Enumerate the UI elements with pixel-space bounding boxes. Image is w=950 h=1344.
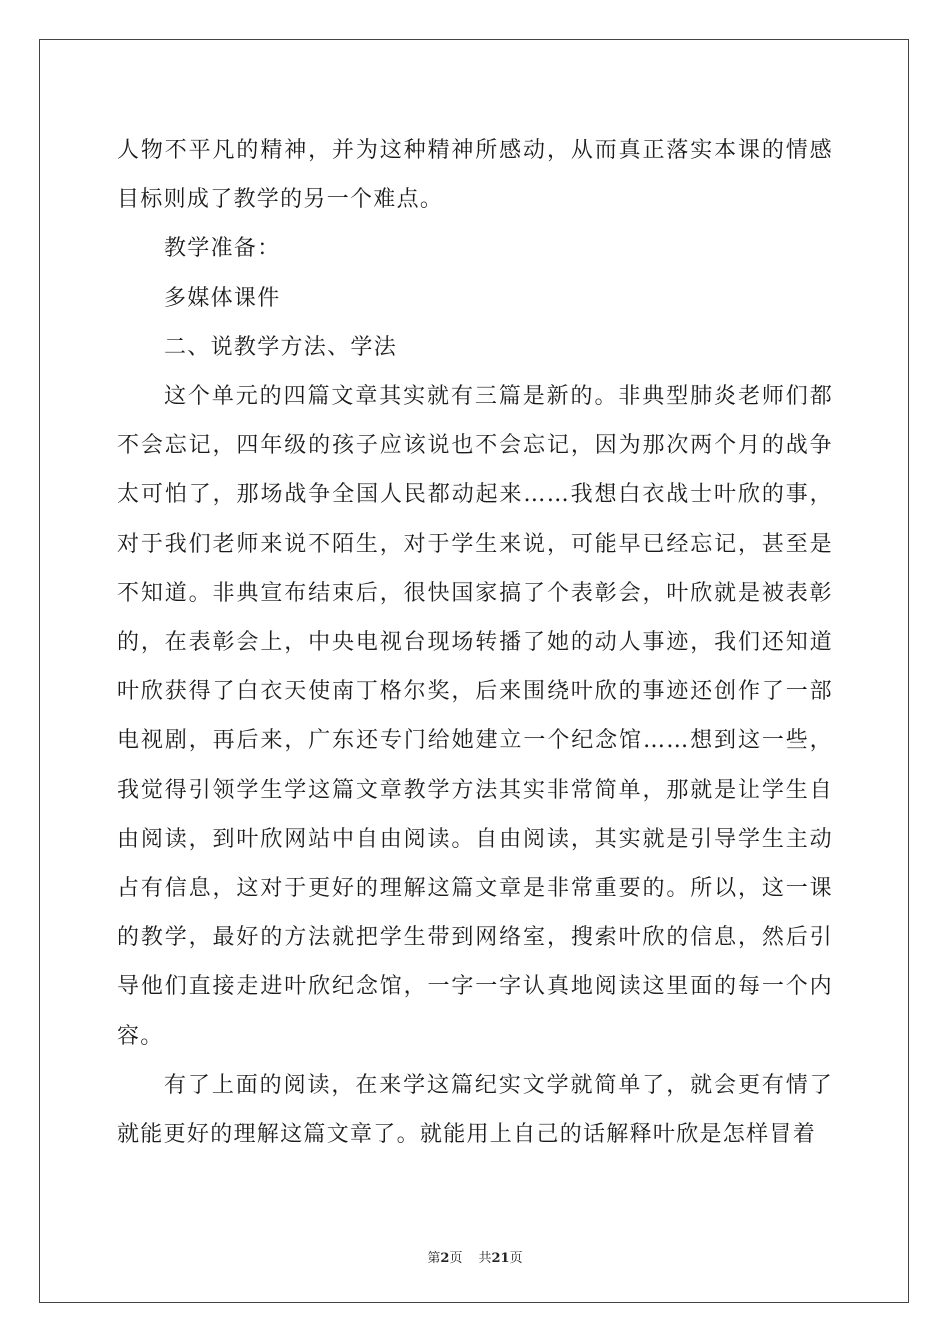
- page-prefix: 第: [427, 1251, 441, 1266]
- total-prefix: 共: [478, 1251, 492, 1266]
- paragraph-multimedia: 多媒体课件: [164, 285, 281, 311]
- paragraph-unit-description: 这个单元的四篇文章其实就有三篇是新的。非典型肺炎老师们都不会忘记，四年级的孩子应该说也不会忘记，因为那次两个月的战争太可怕了，那场战争全国人民都动起来……我想白衣战士叶欣的事，对于我们老师来说不陌生，对于学生来说，可能早已经忘记，甚至是不知道。非典宣布结束后，很快国家搞了个表彰会，叶欣就是被表彰的，在表彰会上，中央电视台现场转播了她的动人事迹，我们还知道叶欣获得了白衣天使南丁格尔奖，后来围绕叶欣的事迹还创作了一部电视剧，再后来，广东还专门给她建立一个纪念馆……想到这一些，我觉得引领学生学这篇文章教学方法其实非常简单，那就是让学生自由阅读，到叶欣网站中自由阅读。自由阅读，其实就是引导学生主动占有信息，这对于更好的理解这篇文章是非常重要的。所以，这一课的教学，最好的方法就把学生带到网络室，搜索叶欣的信息，然后引导他们直接走进叶欣纪念馆，一字一字认真地阅读这里面的每一个内容。: [117, 384, 833, 1049]
- section-heading-methods: 二、说教学方法、学法: [164, 334, 398, 360]
- paragraph-teaching-prep-heading: 教学准备：: [164, 236, 281, 262]
- paragraph-after-reading: 有了上面的阅读，在来学这篇纪实文学就简单了，就会更有情了就能更好的理解这篇文章了。就能用上自己的话解释叶欣是怎样冒着: [117, 1072, 833, 1148]
- page-number: 2: [440, 1251, 450, 1266]
- page-footer: [0, 1247, 950, 1266]
- total-pages: 21: [491, 1251, 510, 1266]
- paragraph-1: 人物不平凡的精神，并为这种精神所感动，从而真正落实本课的情感目标则成了教学的另一个难点。: [117, 138, 833, 213]
- total-suffix: 页: [509, 1251, 523, 1266]
- page-suffix: 页: [449, 1251, 463, 1266]
- document-body: [117, 126, 833, 1159]
